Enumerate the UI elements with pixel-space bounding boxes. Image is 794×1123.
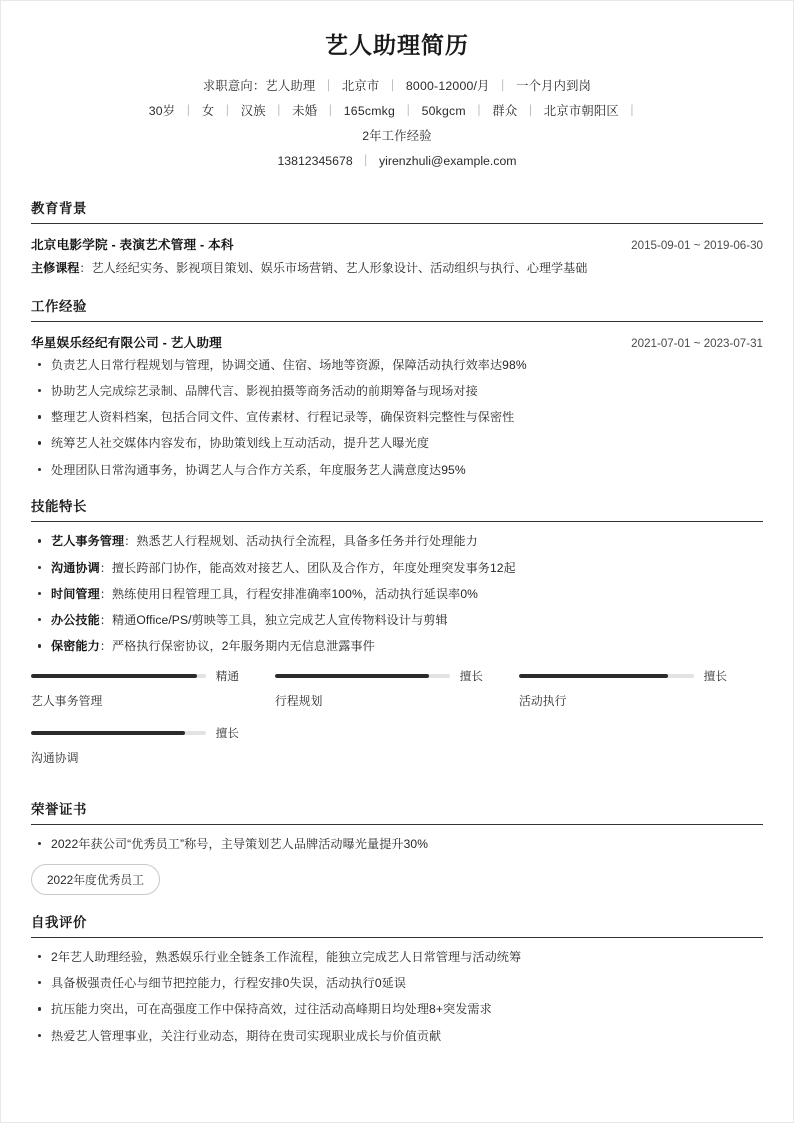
skill-bar-level: 精通 xyxy=(215,670,239,684)
work-entry-head xyxy=(31,332,763,351)
skill-bar-row xyxy=(31,725,239,741)
skill-bar-row xyxy=(519,668,727,684)
education-entry xyxy=(31,234,763,279)
skill-bar xyxy=(31,668,275,709)
skill-bar xyxy=(519,668,763,709)
skill-bar-name: 艺人事务管理 xyxy=(31,694,103,709)
skill-bar-grid xyxy=(31,668,763,782)
list-item: 2022年获公司“优秀员工”称号，主导策划艺人品牌活动曝光量提升30% xyxy=(31,835,763,854)
separator-icon: 丨 xyxy=(322,78,335,93)
work-date-range: 2021-07-01 ~ 2023-07-31 xyxy=(631,336,763,350)
list-item: 协助艺人完成综艺录制、品牌代言、影视拍摄等商务活动的前期筹备与现场对接 xyxy=(31,382,763,401)
education-courses-label: 主修课程 xyxy=(31,260,80,275)
list-item: 负责艺人日常行程规划与管理，协调交通、住宿、场地等资源，保障活动执行效率达98% xyxy=(31,356,763,375)
skill-bar-track xyxy=(31,731,206,736)
skill-bar-track xyxy=(519,674,694,679)
contact-line xyxy=(31,149,763,174)
section-title-honors: 荣誉证书 xyxy=(31,799,763,825)
list-item: 统筹艺人社交媒体内容发布，协助策划线上互动活动，提升艺人曝光度 xyxy=(31,434,763,453)
skill-value: ：熟悉艺人行程规划、活动执行全流程，具备多任务并行处理能力 xyxy=(124,534,478,549)
skill-bar-fill xyxy=(31,731,185,736)
list-item: 2年艺人助理经验，熟悉娱乐行业全链条工作流程，能独立完成艺人日常管理与活动统筹 xyxy=(31,948,763,967)
list-item: 具备极强责任心与细节把控能力，行程安排0失误，活动执行0延误 xyxy=(31,974,763,993)
job-intent-availability: 一个月内到岗 xyxy=(516,78,592,93)
education-entry-head xyxy=(31,234,763,253)
list-item xyxy=(31,585,763,604)
honor-list xyxy=(31,835,763,854)
list-item: 整理艺人资料档案，包括合同文件、宣传素材、行程记录等，确保资料完整性与保密性 xyxy=(31,408,763,427)
skill-value: ：擅长跨部门协作，能高效对接艺人、团队及合作方，年度处理突发事务12起 xyxy=(99,560,516,575)
skill-key: 时间管理 xyxy=(51,586,100,601)
skill-value: ：严格执行保密协议，2年服务期内无信息泄露事件 xyxy=(99,639,375,654)
experience-years-line: 2年工作经验 xyxy=(362,129,432,144)
education-courses-value: ：艺人经纪实务、影视项目策划、娱乐市场营销、艺人形象设计、活动组织与执行、心理学基础 xyxy=(79,260,588,275)
skill-bar-name: 活动执行 xyxy=(518,694,567,709)
status-badge[interactable]: 2022年度优秀员工 xyxy=(31,864,160,895)
skill-bar-track xyxy=(275,674,450,679)
section-self-evaluation xyxy=(31,912,763,1045)
honor-tag-group xyxy=(31,864,763,895)
skill-key: 艺人事务管理 xyxy=(51,534,125,549)
skill-bar-fill xyxy=(31,674,197,679)
skill-description-list xyxy=(31,532,763,656)
skill-key: 沟通协调 xyxy=(51,560,100,575)
section-title-education: 教育背景 xyxy=(31,198,763,224)
section-work-experience xyxy=(31,296,763,480)
list-item: 抗压能力突出，可在高强度工作中保持高效，过往活动高峰期日均处理8+突发需求 xyxy=(31,1000,763,1019)
basic-ethnicity: 汉族 xyxy=(240,103,266,118)
job-intent-city: 北京市 xyxy=(341,78,380,93)
work-entry xyxy=(31,332,763,480)
section-honors xyxy=(31,799,763,895)
list-item: 热爱艺人管理事业，关注行业动态，期待在贵司实现职业成长与价值贡献 xyxy=(31,1027,763,1046)
skill-bar-level: 擅长 xyxy=(703,670,727,684)
work-responsibility-list xyxy=(31,356,763,480)
skill-bar-row xyxy=(275,668,483,684)
separator-icon: 丨 xyxy=(272,103,286,118)
skill-bar-fill xyxy=(275,674,429,679)
skill-bar-fill xyxy=(519,674,668,679)
basic-weight: 50kgcm xyxy=(421,103,466,118)
basic-age: 30岁 xyxy=(148,103,176,118)
skill-value: ：精通Office/PS/剪映等工具，独立完成艺人宣传物料设计与剪辑 xyxy=(99,613,448,628)
separator-icon: 丨 xyxy=(625,103,639,118)
basic-gender: 女 xyxy=(201,103,215,118)
education-courses xyxy=(31,258,763,279)
list-item xyxy=(31,611,763,630)
section-title-skills: 技能特长 xyxy=(31,496,763,522)
skill-bar-level: 擅长 xyxy=(459,670,483,684)
skill-bar xyxy=(31,725,275,766)
job-intent-salary: 8000-12000/月 xyxy=(405,78,490,93)
skill-bar-track xyxy=(31,674,206,679)
section-education xyxy=(31,198,763,279)
education-date-range: 2015-09-01 ~ 2019-06-30 xyxy=(631,238,763,252)
email-address[interactable]: yirenzhuli@example.com xyxy=(378,154,517,169)
education-school-major-degree: 北京电影学院 - 表演艺术管理 - 本科 xyxy=(31,237,234,252)
basic-height: 165cmkg xyxy=(343,103,396,118)
section-skills xyxy=(31,496,763,782)
skill-value: ：熟练使用日程管理工具，行程安排准确率100%，活动执行延误率0% xyxy=(99,586,479,601)
separator-icon: 丨 xyxy=(221,103,234,118)
skill-bar-name: 行程规划 xyxy=(274,694,323,709)
skill-bar-row xyxy=(31,668,239,684)
separator-icon: 丨 xyxy=(402,103,415,118)
list-item xyxy=(31,559,763,578)
separator-icon: 丨 xyxy=(182,103,195,118)
basic-info-line xyxy=(31,99,763,124)
skill-key: 保密能力 xyxy=(51,639,100,654)
list-item xyxy=(31,637,763,656)
separator-icon: 丨 xyxy=(359,154,372,169)
skill-key: 办公技能 xyxy=(51,613,100,628)
basic-residence: 北京市朝阳区 xyxy=(543,103,619,118)
skill-bar xyxy=(275,668,519,709)
page-title: 艺人助理简历 xyxy=(325,32,469,58)
skill-bar-level: 擅长 xyxy=(215,727,239,741)
resume-header xyxy=(31,27,763,181)
list-item xyxy=(31,532,763,551)
section-title-self-evaluation: 自我评价 xyxy=(31,912,763,938)
skill-bar-name: 沟通协调 xyxy=(31,751,79,766)
list-item: 处理团队日常沟通事务，协调艺人与合作方关系，年度服务艺人满意度达95% xyxy=(31,461,763,480)
work-company-position: 华星娱乐经纪有限公司 - 艺人助理 xyxy=(31,335,222,350)
phone-number[interactable]: 13812345678 xyxy=(277,154,353,169)
separator-icon: 丨 xyxy=(472,103,486,118)
section-title-work-experience: 工作经验 xyxy=(31,296,763,322)
basic-marital-status: 未婚 xyxy=(292,103,318,118)
separator-icon: 丨 xyxy=(386,78,399,93)
separator-icon: 丨 xyxy=(496,78,510,93)
self-evaluation-list xyxy=(31,948,763,1045)
job-intent-position: 艺人助理 xyxy=(265,78,316,93)
separator-icon: 丨 xyxy=(524,103,537,118)
separator-icon: 丨 xyxy=(324,103,337,118)
basic-political-status: 群众 xyxy=(492,103,518,118)
job-intent-line xyxy=(31,74,763,99)
job-intent-label: 求职意向： xyxy=(202,78,266,93)
